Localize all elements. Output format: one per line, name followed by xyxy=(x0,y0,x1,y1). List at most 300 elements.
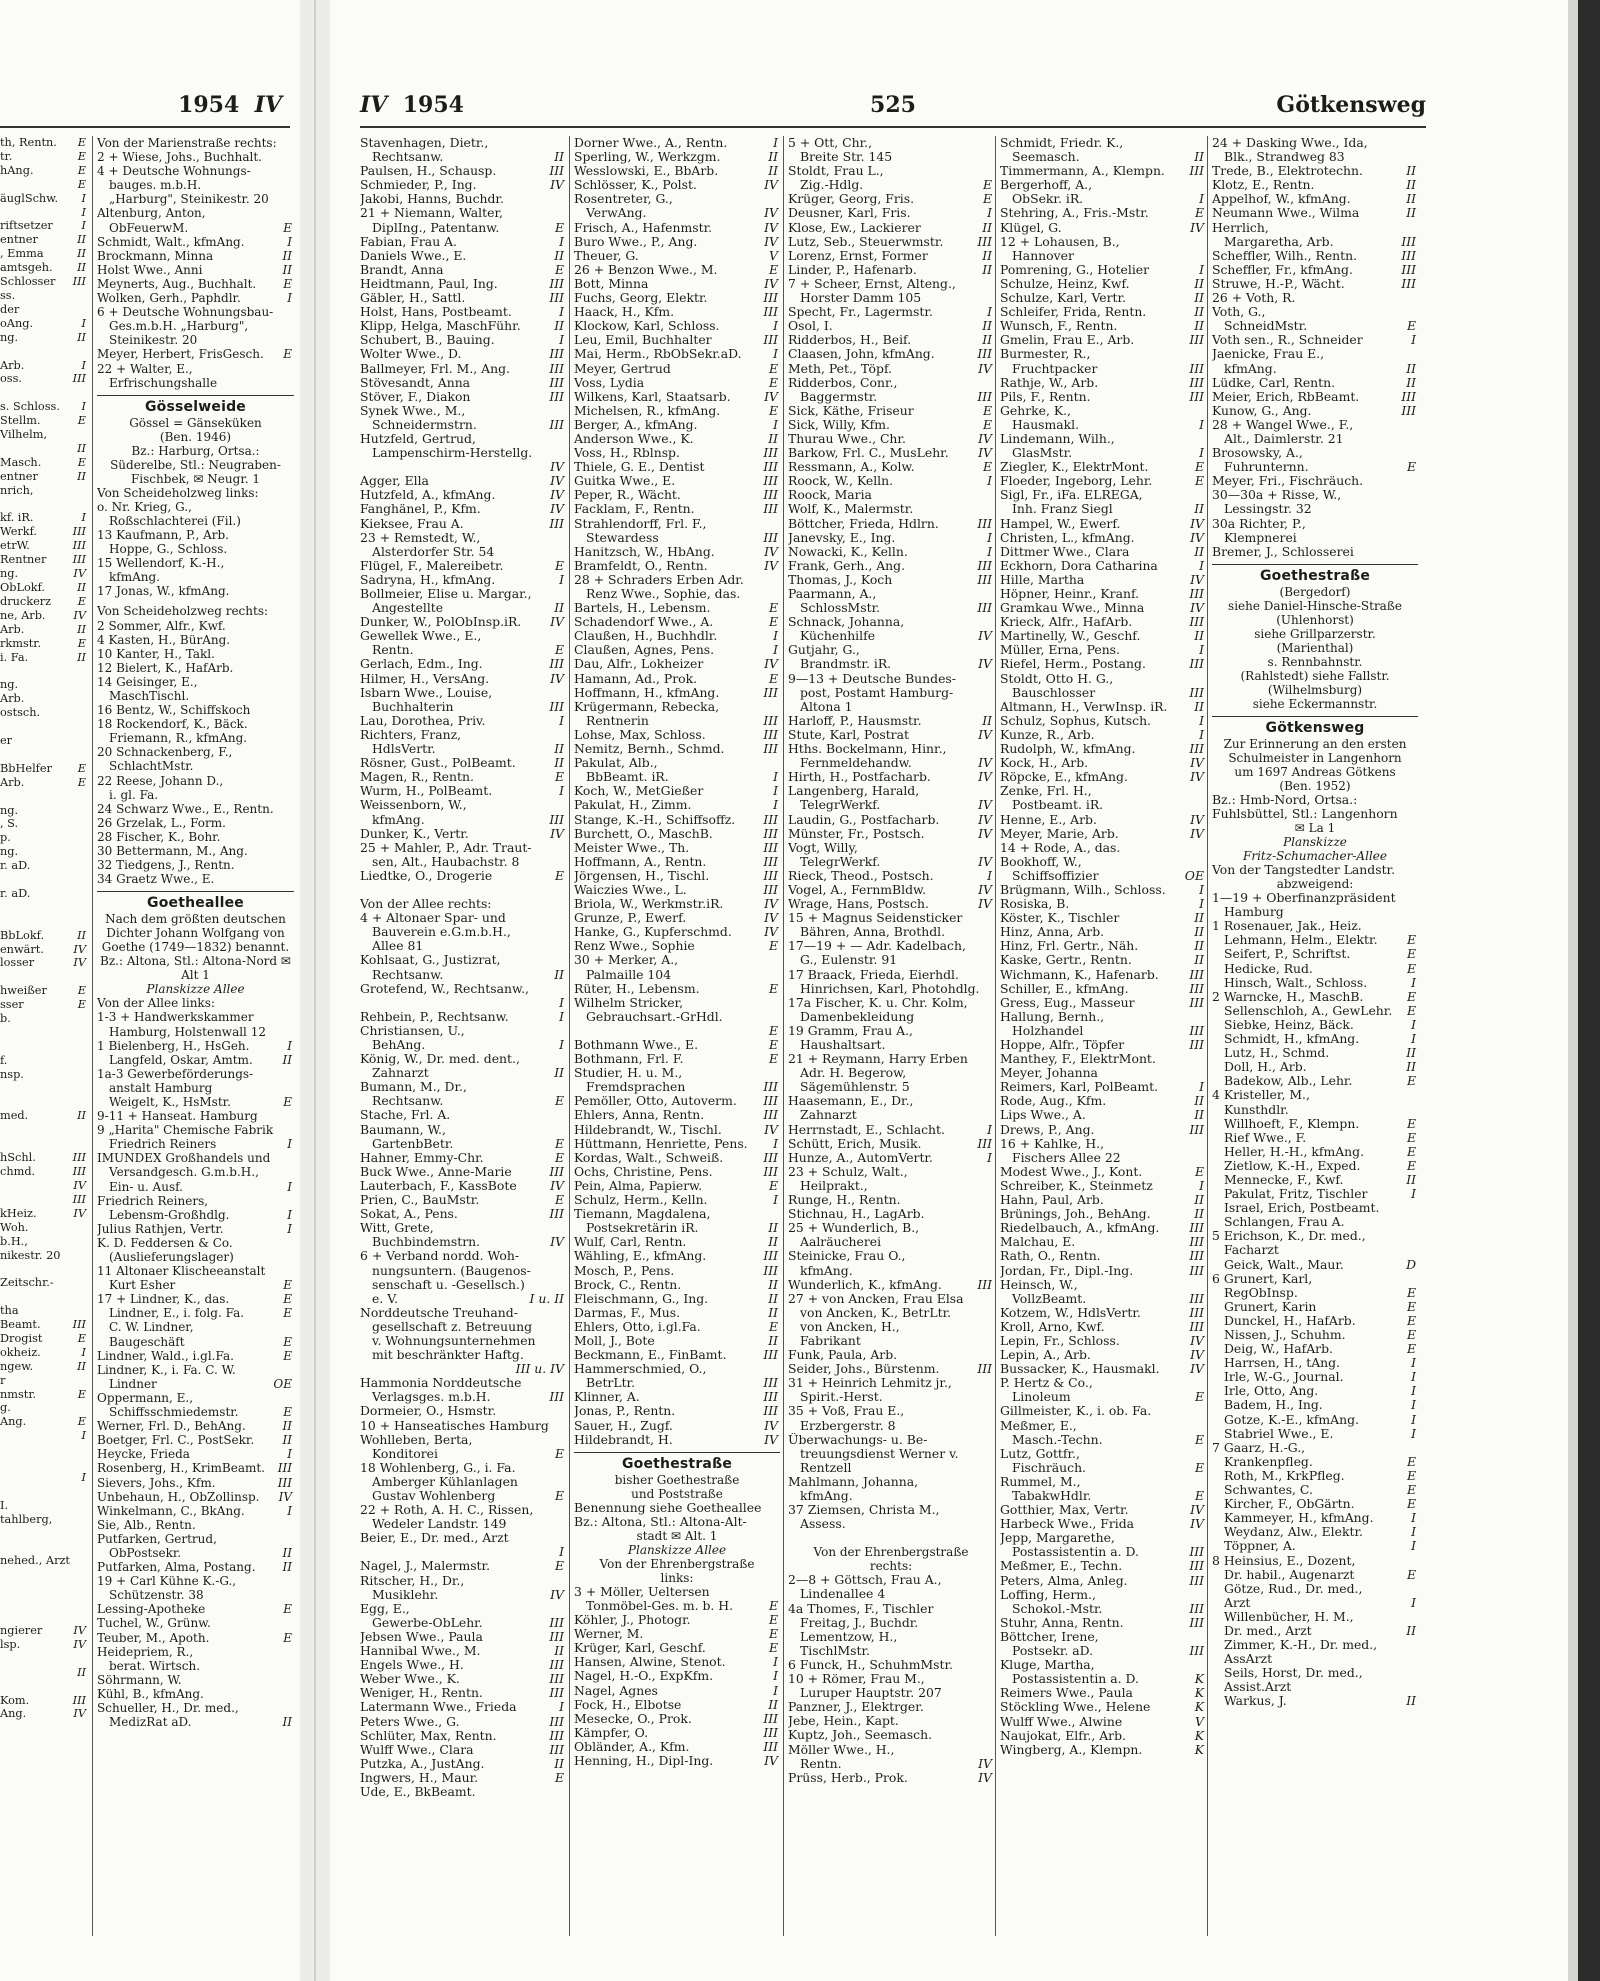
directory-entry xyxy=(1212,1441,1418,1455)
directory-entry xyxy=(97,1645,294,1659)
floor-mark: III xyxy=(72,1151,86,1165)
entry-text: Hoppe, G., Schloss. xyxy=(109,542,228,557)
floor-mark: IV xyxy=(550,615,564,630)
cutoff-entry xyxy=(0,428,88,442)
floor-mark: III xyxy=(549,1714,564,1729)
entry-text: Wolf, K., Malermstr. xyxy=(788,502,914,517)
floor-mark: E xyxy=(554,868,564,883)
directory-entry xyxy=(788,784,994,798)
directory-entry xyxy=(574,897,780,911)
directory-entry xyxy=(1212,1370,1418,1384)
entry-text: rechts: xyxy=(869,1559,913,1574)
floor-mark: I xyxy=(1411,1511,1416,1526)
floor-mark: E xyxy=(768,601,778,616)
directory-entry xyxy=(574,1193,780,1207)
directory-entry xyxy=(1000,1348,1206,1362)
directory-entry xyxy=(1212,221,1418,235)
entry-text: Christen, L., kfmAng. xyxy=(1000,530,1135,545)
directory-entry xyxy=(788,291,994,305)
entry-text: Drogist xyxy=(0,1331,43,1345)
cutoff-entry xyxy=(0,386,88,400)
directory-entry xyxy=(574,1264,780,1278)
entry-text: Mennecke, F., Kwf. xyxy=(1224,1172,1344,1187)
entry-text: Stövesandt, Anna xyxy=(360,375,471,390)
entry-text: 12 Bielert, K., HafArb. xyxy=(97,660,234,675)
floor-mark: E xyxy=(1406,1483,1416,1498)
directory-entry xyxy=(1212,807,1418,821)
floor-mark: E xyxy=(1406,460,1416,475)
entry-text: Gehrke, K., xyxy=(1000,403,1071,418)
directory-entry xyxy=(1212,613,1418,627)
floor-mark: III xyxy=(1189,333,1204,348)
entry-text: Julius Rathjen, Vertr. xyxy=(97,1221,224,1236)
entry-text: Peters Wwe., G. xyxy=(360,1714,460,1729)
entry-text: ObFeuerwM. xyxy=(109,220,189,235)
directory-entry xyxy=(360,1221,566,1235)
cutoff-entry xyxy=(0,637,88,651)
directory-entry xyxy=(97,619,294,633)
district-info: Bz.: Harburg, Ortsa.: Süderelbe, Stl.: Neugraben-Fischbek, ✉ Neugr. 1 xyxy=(110,443,281,486)
entry-text: Moll, J., Bote xyxy=(574,1333,655,1348)
entry-text: Badekow, Alb., Lehr. xyxy=(1224,1074,1353,1089)
entry-text: Steinikestr. 20 xyxy=(109,333,198,348)
entry-text: Von der Ehrenbergstraße xyxy=(813,1545,969,1560)
directory-entry xyxy=(574,319,780,333)
directory-entry xyxy=(360,1334,566,1348)
directory-entry xyxy=(1212,1018,1418,1032)
entry-text: Stuhr, Anna, Rentn. xyxy=(1000,1615,1124,1630)
directory-entry xyxy=(360,827,566,841)
directory-entry xyxy=(574,1740,780,1754)
entry-text: Rode, Aug., Kfm. xyxy=(1000,1094,1107,1109)
entry-text: Stichnau, H., LagArb. xyxy=(788,1207,925,1222)
entry-text: GlasMstr. xyxy=(1012,446,1073,461)
directory-entry xyxy=(788,178,994,192)
cutoff-entry xyxy=(0,192,88,206)
right-header-rule xyxy=(360,126,1426,128)
entry-text: Fanghänel, P., Kfm. xyxy=(360,502,481,517)
entry-text: Kircher, F., ObGärtn. xyxy=(1224,1497,1355,1512)
directory-entry xyxy=(574,1390,780,1404)
directory-entry xyxy=(360,784,566,798)
entry-text: Fabrikant xyxy=(800,1333,861,1348)
cutoff-entry xyxy=(0,609,88,623)
entry-text: Aalräucherei xyxy=(800,1235,882,1250)
directory-entry xyxy=(1000,1024,1206,1038)
directory-entry xyxy=(788,418,994,432)
floor-mark: III xyxy=(549,389,564,404)
directory-entry xyxy=(1212,765,1418,779)
entry-text: Hamburg xyxy=(1224,905,1284,920)
entry-text: HdlsVertr. xyxy=(372,742,436,757)
directory-entry xyxy=(1212,1074,1418,1088)
cutoff-entry xyxy=(0,1249,88,1263)
cutoff-entry xyxy=(0,372,88,386)
entry-text: Dau, Alfr., Lokheizer xyxy=(574,657,704,672)
entry-text: Frank, Gerh., Ang. xyxy=(788,558,906,573)
directory-entry xyxy=(1212,545,1418,559)
cutoff-entry xyxy=(0,1235,88,1249)
entry-text: Böttcher, Frieda, Hdlrn. xyxy=(788,516,939,531)
entry-text: Inh. Franz Siegl xyxy=(1012,502,1113,517)
directory-entry xyxy=(574,1038,780,1052)
directory-entry xyxy=(788,855,994,869)
directory-entry xyxy=(788,953,994,967)
directory-entry xyxy=(360,178,566,192)
entry-text: Heilprakt., xyxy=(800,1178,868,1193)
directory-entry xyxy=(360,136,566,150)
directory-column-5 xyxy=(1212,136,1418,1709)
floor-mark: III xyxy=(977,572,992,587)
directory-entry xyxy=(788,488,994,502)
directory-entry xyxy=(360,347,566,361)
entry-text: Heycke, Frieda xyxy=(97,1447,190,1462)
floor-mark: II xyxy=(768,431,778,446)
entry-text: 22 + Walter, E., xyxy=(97,361,193,376)
floor-mark: III xyxy=(72,539,86,553)
directory-entry xyxy=(788,1503,994,1517)
directory-entry xyxy=(788,1475,994,1489)
directory-entry xyxy=(574,615,780,629)
entry-text: Hamburg, Holstenwall 12 xyxy=(109,1024,266,1039)
floor-mark: E xyxy=(283,1405,292,1420)
entry-text: Seider, Johs., Bürstenm. xyxy=(788,1362,940,1377)
floor-mark: III xyxy=(549,1615,564,1630)
directory-entry xyxy=(97,277,294,291)
directory-entry xyxy=(1212,990,1418,1004)
entry-text: Pein, Alma, Papierw. xyxy=(574,1178,703,1193)
directory-entry xyxy=(788,1235,994,1249)
directory-entry xyxy=(360,1179,566,1193)
entry-text: Sie, Alb., Rentn. xyxy=(97,1517,196,1532)
floor-mark: III xyxy=(763,1348,778,1363)
directory-entry xyxy=(97,1053,294,1067)
floor-mark: II xyxy=(554,150,564,165)
entry-text: Darmas, F., Mus. xyxy=(574,1305,681,1320)
floor-mark: E xyxy=(982,417,992,432)
entry-text: 4 Kristeller, M., xyxy=(1212,1088,1310,1103)
floor-mark: I xyxy=(81,191,86,205)
directory-entry xyxy=(1212,779,1418,793)
directory-entry xyxy=(360,1348,566,1362)
floor-mark: III xyxy=(763,1376,778,1391)
cutoff-entry xyxy=(0,553,88,567)
directory-entry xyxy=(97,528,294,542)
entry-text: Kock, H., Arb. xyxy=(1000,756,1089,771)
entry-text: Brünings, Joh., BehAng. xyxy=(1000,1207,1151,1222)
cutoff-entry xyxy=(0,1207,88,1221)
entry-text: Unbehaun, H., ObZollinsp. xyxy=(97,1489,260,1504)
entry-text: Riefel, Herm., Postang. xyxy=(1000,657,1146,672)
directory-entry xyxy=(788,1179,994,1193)
directory-entry xyxy=(1000,1461,1206,1475)
entry-text: Luruper Hauptstr. 207 xyxy=(800,1686,942,1701)
entry-text: Deusner, Karl, Fris. xyxy=(788,206,911,221)
directory-entry xyxy=(360,968,566,982)
entry-text: Wunderlich, K., kfmAng. xyxy=(788,1277,942,1292)
directory-entry xyxy=(574,1010,780,1024)
street-section-title: Goethestraße xyxy=(1259,567,1371,584)
entry-text: Hüttmann, Henriette, Pens. xyxy=(574,1136,748,1151)
floor-mark: I xyxy=(987,305,992,320)
entry-text: Rechtsanw. xyxy=(372,150,444,165)
floor-mark: E xyxy=(554,1489,564,1503)
entry-text: Sigl, Fr., iFa. ELREGA, xyxy=(1000,488,1143,503)
entry-text: Boetger, Frl. C., PostSekr. xyxy=(97,1433,255,1448)
directory-entry xyxy=(574,249,780,263)
entry-text: Buchhalterin xyxy=(372,699,454,714)
entry-text: , Emma xyxy=(0,247,44,261)
entry-text: Werkf. xyxy=(0,525,37,539)
directory-entry xyxy=(1000,855,1206,869)
cutoff-entry xyxy=(0,998,88,1012)
entry-text: Jebsen Wwe., Paula xyxy=(360,1629,483,1644)
street-section-title: Goethestraße xyxy=(621,1455,733,1472)
directory-entry xyxy=(1212,418,1418,432)
directory-entry xyxy=(360,517,566,531)
floor-mark: E xyxy=(1194,1489,1204,1503)
directory-column-1 xyxy=(360,136,566,1799)
floor-mark: III xyxy=(1189,1601,1204,1616)
directory-entry xyxy=(360,1588,566,1602)
entry-text: s. Rennbahnstr. xyxy=(1267,654,1363,669)
entry-text: Gewellek Wwe., E., xyxy=(360,629,482,644)
floor-mark: III xyxy=(549,291,564,306)
entry-text: Eckhorn, Dora Catharina xyxy=(1000,558,1158,573)
directory-entry xyxy=(97,150,294,164)
entry-text: 2 + Wiese, Johs., Buchhalt. xyxy=(97,150,262,165)
floor-mark: I xyxy=(81,1471,86,1484)
street-section-title: Gösselweide xyxy=(144,398,246,415)
directory-entry xyxy=(1212,404,1418,418)
entry-text: Lüdke, Carl, Rentn. xyxy=(1212,375,1336,390)
floor-mark: III xyxy=(763,1150,778,1165)
floor-mark: IV xyxy=(1190,1517,1204,1532)
entry-text: Roock, W., Kelln. xyxy=(788,474,894,489)
entry-text: Scheffler, Wilh., Rentn. xyxy=(1212,248,1358,263)
entry-text: Klotz, E., Rentn. xyxy=(1212,178,1315,193)
directory-entry xyxy=(1000,1545,1206,1559)
directory-entry xyxy=(574,1698,780,1712)
directory-entry xyxy=(1212,863,1418,877)
floor-mark: III xyxy=(1189,657,1204,672)
directory-entry xyxy=(788,1743,994,1757)
directory-entry xyxy=(1212,1258,1418,1272)
directory-entry xyxy=(97,872,294,886)
entry-text: Waiczies Wwe., L. xyxy=(574,882,687,897)
entry-text: 13 Kaufmann, P., Arb. xyxy=(97,527,229,542)
floor-mark: III xyxy=(1189,389,1204,404)
floor-mark: I xyxy=(1411,1370,1416,1385)
floor-mark: III xyxy=(549,347,564,362)
street-description: Nach dem größten deutschen Dichter Johann Wolfgang von Goethe (1749—1832) benannt. xyxy=(101,912,290,955)
directory-entry xyxy=(360,249,566,263)
directory-entry xyxy=(574,1712,780,1726)
entry-text: Zietlow, K.-H., Exped. xyxy=(1224,1158,1361,1173)
directory-entry xyxy=(574,488,780,502)
floor-mark: IV xyxy=(73,942,86,956)
directory-entry xyxy=(360,1193,566,1207)
entry-text: Haushaltsart. xyxy=(800,1038,886,1052)
directory-entry xyxy=(1000,883,1206,897)
entry-text: Fuhrunternn. xyxy=(1224,460,1309,475)
floor-mark: I xyxy=(987,474,992,489)
cutoff-entry xyxy=(0,581,88,595)
floor-mark: E xyxy=(982,178,992,193)
entry-text: Rentn. xyxy=(372,643,414,658)
entry-text: Wesslowski, E., BbArb. xyxy=(574,164,719,179)
directory-entry xyxy=(788,333,994,347)
floor-mark: I xyxy=(1411,1384,1416,1399)
directory-entry xyxy=(1000,263,1206,277)
cutoff-entry xyxy=(0,956,88,970)
entry-text: Willhoeft, F., Klempn. xyxy=(1224,1116,1360,1131)
directory-entry xyxy=(97,1222,294,1236)
directory-entry xyxy=(1212,1596,1418,1610)
cutoff-entry xyxy=(0,1276,88,1290)
directory-entry xyxy=(1000,432,1206,446)
directory-entry xyxy=(1212,1666,1418,1680)
directory-entry xyxy=(1000,1433,1206,1447)
directory-entry xyxy=(97,1250,294,1264)
entry-text: Kunow, G., Ang. xyxy=(1212,403,1312,418)
directory-entry xyxy=(788,1376,994,1390)
floor-mark: I xyxy=(81,219,86,233)
directory-entry xyxy=(788,573,994,587)
directory-entry xyxy=(1212,1117,1418,1131)
entry-text: Meyer, Johanna xyxy=(1000,1066,1098,1081)
directory-entry xyxy=(97,1236,294,1250)
directory-entry xyxy=(360,1517,566,1531)
directory-entry xyxy=(360,587,566,601)
entry-text: Schützenstr. 38 xyxy=(109,1588,204,1603)
directory-entry xyxy=(788,277,994,291)
directory-entry xyxy=(97,1081,294,1095)
entry-text: Harrsen, H., tAng. xyxy=(1224,1356,1340,1371)
entry-text: Kuptz, Joh., Seemasch. xyxy=(788,1728,933,1743)
entry-text: um 1697 Andreas Götkens xyxy=(1234,764,1396,779)
directory-entry xyxy=(1000,277,1206,291)
entry-text: 2 Warncke, H., MaschB. xyxy=(1212,989,1364,1004)
directory-entry xyxy=(788,1517,994,1531)
entry-text: Wichmann, K., Hafenarb. xyxy=(1000,967,1159,982)
directory-entry xyxy=(97,1687,294,1701)
entry-text: Studier, H. u. M., xyxy=(574,1066,683,1081)
floor-mark: I xyxy=(559,713,564,728)
directory-entry xyxy=(1212,877,1418,891)
directory-entry xyxy=(1212,1272,1418,1286)
entry-text: Schlösser, K., Polst. xyxy=(574,178,697,193)
entry-text: i. gl. Fa. xyxy=(109,787,159,802)
floor-mark: IV xyxy=(764,1122,778,1137)
directory-entry xyxy=(574,798,780,812)
floor-mark: III xyxy=(763,1080,778,1095)
entry-text: ng. xyxy=(0,845,19,859)
entry-text: Tiemann, Magdalena, xyxy=(574,1207,711,1222)
floor-mark: I xyxy=(287,234,292,249)
entry-text: Lindner, K., i. Fa. C. W. xyxy=(97,1362,236,1377)
directory-entry xyxy=(360,502,566,516)
floor-mark: IV xyxy=(550,826,564,841)
entry-text: stadt ✉ Alt. 1 xyxy=(636,1528,718,1543)
floor-mark: III xyxy=(549,1629,564,1644)
directory-entry xyxy=(1000,1729,1206,1743)
cutoff-entry xyxy=(0,817,88,831)
entry-text: Von der Tangstedter Landstr. xyxy=(1212,863,1396,877)
floor-mark: II xyxy=(77,261,86,275)
entry-text: 28 + Schraders Erben Adr. xyxy=(574,572,744,587)
floor-mark: I xyxy=(1411,1426,1416,1441)
cutoff-entry xyxy=(0,359,88,373)
entry-text: Masch. xyxy=(0,455,42,469)
entry-text: Altmann, H., VerwInsp. iR. xyxy=(1000,699,1168,714)
directory-entry xyxy=(360,1447,566,1461)
entry-text: Berger, A., kfmAng. xyxy=(574,417,698,432)
section-rule xyxy=(1212,716,1418,717)
cutoff-entry xyxy=(0,1374,88,1388)
entry-text: Warkus, J. xyxy=(1224,1694,1287,1709)
directory-entry xyxy=(1000,1137,1206,1151)
directory-entry xyxy=(97,1532,294,1546)
cutoff-entry xyxy=(0,1054,88,1068)
entry-text: Theuer, G. xyxy=(574,248,639,263)
entry-text: Ballmeyer, Frl. M., Ang. xyxy=(360,361,510,376)
entry-text: Klügel, G. xyxy=(1000,220,1062,235)
entry-text: Beckmann, E., FinBamt. xyxy=(574,1348,727,1363)
entry-text: Brock, C., Rentn. xyxy=(574,1277,682,1292)
entry-text: Lindner, Wald., i.gl.Fa. xyxy=(97,1348,234,1363)
directory-entry xyxy=(1000,1080,1206,1094)
directory-entry xyxy=(360,263,566,277)
directory-entry xyxy=(574,883,780,897)
entry-text: Ude, E., BkBeamt. xyxy=(360,1784,476,1799)
entry-text: Egg, E., xyxy=(360,1601,410,1616)
entry-text: siehe Grillparzerstr. xyxy=(1254,626,1376,641)
directory-entry xyxy=(788,742,994,756)
directory-entry xyxy=(1212,263,1418,277)
entry-text: Lampenschirm-Herstellg. xyxy=(372,446,533,461)
directory-entry xyxy=(1212,1652,1418,1666)
entry-text: Lepin, A., Arb. xyxy=(1000,1348,1091,1363)
entry-text: ObSekr. iR. xyxy=(1012,192,1084,207)
floor-mark: IV xyxy=(764,558,778,573)
floor-mark: IV xyxy=(764,276,778,291)
entry-text: Kluge, Martha, xyxy=(1000,1658,1095,1673)
entry-text: Loffing, Herm., xyxy=(1000,1587,1096,1602)
floor-mark: I xyxy=(287,1038,292,1053)
directory-entry xyxy=(574,855,780,869)
directory-entry xyxy=(788,1207,994,1221)
entry-text: Henne, E., Arb. xyxy=(1000,812,1097,827)
entry-text: Funk, Paula, Arb. xyxy=(788,1348,898,1363)
entry-text: Lepin, Fr., Schloss. xyxy=(1000,1333,1120,1348)
directory-entry xyxy=(1000,1602,1206,1616)
directory-entry xyxy=(97,1264,294,1278)
directory-entry xyxy=(97,717,294,731)
cutoff-entry xyxy=(0,247,88,261)
directory-entry xyxy=(1212,1159,1418,1173)
floor-mark: III xyxy=(977,1277,992,1292)
cutoff-entry xyxy=(0,345,88,359)
entry-text: Isbarn Wwe., Louise, xyxy=(360,685,493,700)
district-info: Bz.: Altona, Stl.: Altona-Nord ✉ Alt 1 xyxy=(100,954,291,983)
floor-mark: III xyxy=(72,275,86,289)
floor-mark: II xyxy=(1406,178,1416,193)
cutoff-entry xyxy=(0,595,88,609)
entry-text: b.H., xyxy=(0,1234,28,1248)
entry-text: Gewerbe-ObLehr. xyxy=(372,1615,483,1630)
directory-entry xyxy=(1212,1497,1418,1511)
